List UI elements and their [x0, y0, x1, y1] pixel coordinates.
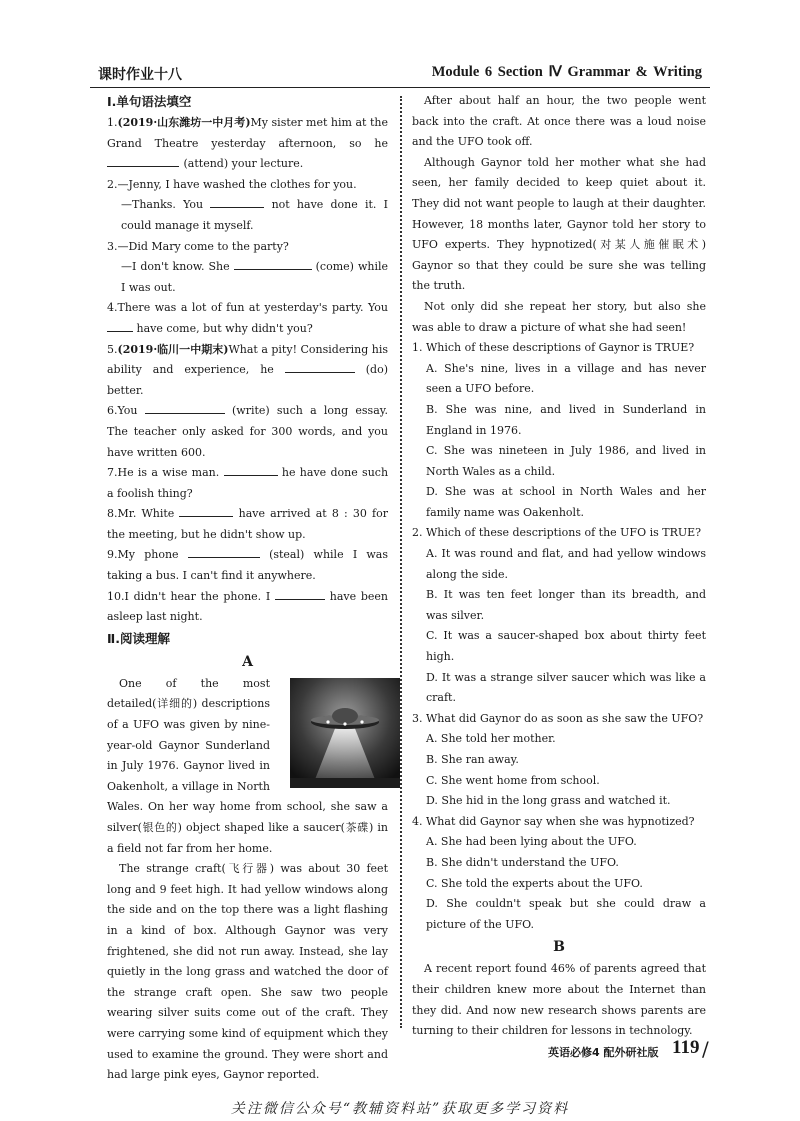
ufo-image: [278, 678, 388, 788]
q1-blank[interactable]: [107, 154, 179, 167]
option-d[interactable]: D. She couldn't speak but she could draw a picture of the UFO.: [426, 897, 706, 931]
q7-number: 7.: [107, 466, 118, 480]
option-a[interactable]: A. She told her mother.: [426, 732, 556, 746]
passage-a-paragraph-2: The strange craft(飞行器) was about 30 feet long and 9 feet high. It had yellow windows along the side and on the top there was a light flashing in a kind of box. Although Gaynor was very frightened, she did not run away. Instead, she lay quietly in the long grass and watched the door of the strange craft open. She saw two people wearing silver suits come out of the craft. They were carrying some kind of equipment which they used to examine the ground. They were short and had large pink eyes, Gaynor reported.: [107, 862, 388, 1082]
q6-number: 6.: [107, 404, 118, 418]
left-column: [107, 91, 388, 1086]
question-8: [107, 504, 388, 545]
question-stem: 2. Which of these descriptions of the UFO is TRUE?: [412, 526, 702, 540]
reading-question-2: [412, 523, 706, 708]
page-number: 119: [672, 1037, 700, 1058]
q4-number: 4.: [107, 301, 118, 315]
q2-text-c: not have done it. I could manage it myself.: [121, 198, 388, 232]
column-divider: [400, 96, 402, 1028]
question-5: [107, 340, 388, 402]
q3-blank[interactable]: [234, 257, 312, 270]
q5-text-b: (do) better.: [107, 363, 389, 397]
footer-slash-mark: /: [702, 1037, 709, 1061]
passage-b-letter: B: [553, 939, 565, 956]
reading-question-4: [412, 812, 706, 936]
q5-number: 5.: [107, 342, 118, 356]
q8-number: 8.: [107, 507, 118, 521]
question-stem: 4. What did Gaynor say when she was hypnotized?: [412, 814, 695, 828]
option-c[interactable]: C. She was nineteen in July 1986, and lived in North Wales as a child.: [426, 444, 706, 478]
right-column: [412, 91, 706, 1042]
question-2: [107, 175, 388, 237]
section-2-title: Ⅱ.阅读理解: [107, 630, 170, 646]
option-c[interactable]: C. It was a saucer-shaped box about thirty feet high.: [426, 629, 706, 664]
q9-text-b: (steal) while I was taking a bus. I can't find it anywhere.: [107, 548, 389, 583]
q2-text-a: —Jenny, I have washed the clothes for you.: [117, 177, 357, 191]
q6-blank[interactable]: [145, 401, 225, 414]
option-c[interactable]: C. She went home from school.: [426, 773, 600, 787]
q5-blank[interactable]: [285, 360, 355, 373]
question-4: [107, 298, 388, 339]
q10-blank[interactable]: [275, 587, 325, 600]
question-stem: 3. What did Gaynor do as soon as she saw the UFO?: [412, 711, 704, 725]
option-b[interactable]: B. She was nine, and lived in Sunderland in England in 1976.: [426, 402, 706, 437]
passage-a-paragraph-4: Although Gaynor told her mother what she had seen, her family decided to keep quiet about it. They did not want people to laugh at their daughter. However, 18 months later, Gaynor told her story to UFO experts. They hypnotized(对某人施催眠术) Gaynor so that they could be sure she was telling the truth.: [412, 155, 706, 293]
header-rule: [90, 87, 710, 88]
option-c[interactable]: C. She told the experts about the UFO.: [426, 876, 643, 890]
header-left-title: 课时作业十八: [98, 67, 182, 83]
passage-a-paragraph-1: [107, 674, 388, 859]
option-a[interactable]: A. It was round and flat, and had yellow windows along the side.: [426, 547, 706, 581]
q1-source: (2019·山东潍坊一中月考): [117, 116, 251, 129]
q8-blank[interactable]: [179, 504, 233, 517]
section-1-title: Ⅰ.单句语法填空: [107, 94, 192, 109]
option-a[interactable]: A. She's nine, lives in a village and has never seen a UFO before.: [426, 361, 706, 396]
question-stem: 1. Which of these descriptions of Gaynor is TRUE?: [412, 341, 695, 355]
question-6: [107, 401, 388, 463]
passage-b-paragraph-1: A recent report found 46% of parents agreed that their children knew more about the Internet than they did. And now new research shows parents are turning to their children for lessons in technology.: [412, 962, 706, 1038]
passage-a-text-1: One of the most detailed(详细的) descriptions of a UFO was given by nine-year-old Gaynor Sunderland in July 1976. Gaynor lived in Oakenholt, a village in North Wales. On her way home from school, she saw a silver(银色的) object shaped like a saucer(茶碟) in a field not far from her home.: [107, 676, 388, 855]
q8-text-a: Mr. White: [117, 507, 175, 521]
q4-blank[interactable]: [107, 319, 133, 332]
q10-text-b: have been asleep last night.: [107, 589, 389, 624]
q7-text-a: He is a wise man.: [117, 466, 220, 480]
q8-text-b: have arrived at 8 : 30 for the meeting, but he didn't show up.: [107, 507, 388, 541]
q9-number: 9.: [107, 548, 118, 562]
passage-a-letter: A: [242, 653, 253, 670]
q5-source: (2019·临川一中期末): [117, 342, 229, 356]
q2-number: 2.: [107, 177, 118, 191]
option-b[interactable]: B. She ran away.: [426, 753, 519, 766]
q9-text-a: My phone: [117, 548, 179, 562]
option-d[interactable]: D. She hid in the long grass and watched it.: [426, 794, 671, 808]
reading-question-3: [412, 709, 706, 812]
q3-number: 3.: [107, 239, 118, 253]
q9-blank[interactable]: [188, 545, 260, 558]
q2-blank[interactable]: [210, 195, 264, 208]
reading-question-1: [412, 338, 706, 523]
q2-text-b: —Thanks. You: [121, 198, 204, 212]
q6-text-a: You: [117, 404, 138, 418]
q10-text-a: I didn't hear the phone. I: [124, 589, 271, 603]
q1-text-b: (attend) your lecture.: [183, 157, 304, 171]
q7-text-b: he have done such a foolish thing?: [107, 466, 389, 500]
q6-text-b: (write) such a long essay. The teacher only asked for 300 words, and you have written 600.: [107, 404, 388, 459]
q3-text-c: (come) while I was out.: [121, 260, 388, 294]
question-7: [107, 463, 388, 504]
question-9: [107, 545, 388, 586]
option-d[interactable]: D. She was at school in North Wales and her family name was Oakenholt.: [426, 485, 706, 519]
option-d[interactable]: D. It was a strange silver saucer which was like a craft.: [426, 670, 706, 705]
q7-blank[interactable]: [224, 463, 278, 476]
option-b[interactable]: B. She didn't understand the UFO.: [426, 855, 619, 869]
q3-text-a: —Did Mary come to the party?: [117, 239, 289, 253]
footer-book-label: 英语必修4 配外研社版: [548, 1046, 659, 1059]
q4-text-a: There was a lot of fun at yesterday's party. You: [117, 301, 388, 315]
header-module-title: Module 6 Section Ⅳ Grammar & Writing: [431, 64, 702, 80]
q1-text-a: My sister met him at the Grand Theatre yesterday afternoon, so he: [107, 116, 388, 150]
option-a[interactable]: A. She had been lying about the UFO.: [426, 835, 637, 849]
q5-text-a: What a pity! Considering his ability and experience, he: [107, 342, 388, 377]
passage-a-paragraph-5: Not only did she repeat her story, but also she was able to draw a picture of what she had seen!: [412, 299, 706, 334]
passage-a-paragraph-3: After about half an hour, the two people went back into the craft. At once there was a loud noise and the UFO took off.: [412, 94, 706, 149]
question-1: [107, 113, 388, 175]
q1-number: 1.: [107, 116, 118, 129]
bottom-promo-note: 关注微信公众号“教辅资料站”获取更多学习资料: [230, 1101, 570, 1117]
option-b[interactable]: B. It was ten feet longer than its breadth, and was silver.: [426, 588, 706, 622]
question-3: [107, 237, 388, 299]
q4-text-b: have come, but why didn't you?: [136, 321, 313, 335]
q3-text-b: —I don't know. She: [121, 260, 230, 274]
q10-number: 10.: [107, 589, 125, 603]
question-10: [107, 587, 388, 628]
